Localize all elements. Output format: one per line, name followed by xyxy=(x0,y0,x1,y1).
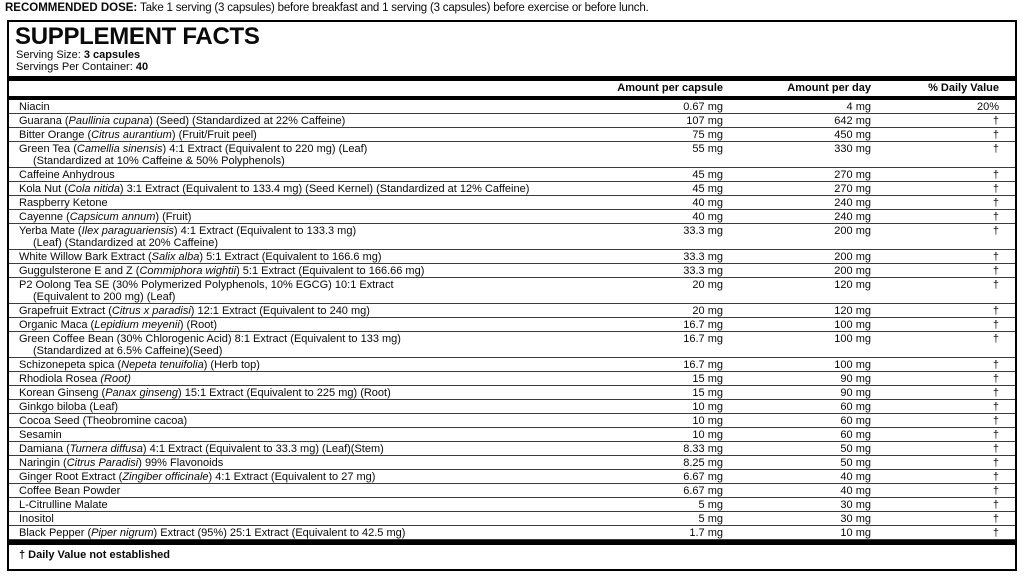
daily-value-cell: † xyxy=(992,129,999,141)
ingredient-name: Organic Maca (Lepidium meyenii) (Root) xyxy=(19,319,218,331)
amount-per-capsule-value: 40 mg xyxy=(692,197,723,209)
ingredient-name: Naringin (Citrus Paradisi) 99% Flavonoids xyxy=(19,457,224,469)
daily-value-cell: † xyxy=(992,359,999,371)
ingredient-name: White Willow Bark Extract (Salix alba) 5:1 Extract (Equivalent to 166.6 mg) xyxy=(19,251,382,263)
amount-per-day-value: 4 mg xyxy=(846,101,871,113)
ingredient-name: Ginkgo biloba (Leaf) xyxy=(19,401,119,413)
daily-value-cell: † xyxy=(992,485,999,497)
amount-per-day-value: 240 mg xyxy=(834,211,871,223)
amount-per-capsule-value: 6.67 mg xyxy=(683,471,723,483)
amount-per-capsule-value: 15 mg xyxy=(692,387,723,399)
serving-size-label: Serving Size: xyxy=(16,49,84,61)
amount-per-day-value: 120 mg xyxy=(834,305,871,317)
amount-per-day-value: 200 mg xyxy=(834,251,871,263)
table-row xyxy=(9,100,1015,114)
daily-value-cell: † xyxy=(992,471,999,483)
ingredient-name: Guggulsterone E and Z (Commiphora wightii) 5:1 Extract (Equivalent to 166.66 mg) xyxy=(19,265,425,277)
daily-value-cell: † xyxy=(992,443,999,455)
daily-value-cell: 20% xyxy=(976,101,999,113)
table-row xyxy=(9,196,1015,210)
daily-value-cell: † xyxy=(992,169,999,181)
ingredient-name: Raspberry Ketone xyxy=(19,197,108,209)
daily-value-cell: † xyxy=(992,415,999,427)
facts-rows xyxy=(9,100,1015,540)
amount-per-day-value: 30 mg xyxy=(840,499,871,511)
table-row xyxy=(9,372,1015,386)
servings-per-container-label: Servings Per Container: xyxy=(16,61,136,73)
ingredient-name: Cocoa Seed (Theobromine cacoa) xyxy=(19,415,188,427)
ingredient-name: Sesamin xyxy=(19,429,62,441)
amount-per-capsule-value: 6.67 mg xyxy=(683,485,723,497)
daily-value-cell: † xyxy=(992,429,999,441)
amount-per-capsule-value: 8.25 mg xyxy=(683,457,723,469)
daily-value-cell: † xyxy=(992,251,999,263)
daily-value-cell: † xyxy=(992,143,999,155)
amount-per-capsule-value: 107 mg xyxy=(686,115,723,127)
servings-per-container-line xyxy=(9,61,1015,73)
table-row xyxy=(9,264,1015,278)
panel-title: SUPPLEMENT FACTS xyxy=(15,23,260,50)
daily-value-cell: † xyxy=(992,527,999,539)
amount-per-day-value: 50 mg xyxy=(840,443,871,455)
table-row xyxy=(9,250,1015,264)
amount-per-capsule-value: 10 mg xyxy=(692,415,723,427)
amount-per-capsule-value: 55 mg xyxy=(692,143,723,155)
ingredient-name: Yerba Mate (Ilex paraguariensis) 4:1 Extract (Equivalent to 133.3 mg) (Leaf) (Standardized at 20% Caffeine) xyxy=(19,225,357,249)
ingredient-name: Ginger Root Extract (Zingiber officinale) 4:1 Extract (Equivalent to 27 mg) xyxy=(19,471,376,483)
ingredient-name: Guarana (Paullinia cupana) (Seed) (Standardized at 22% Caffeine) xyxy=(19,115,346,127)
daily-value-footnote: † Daily Value not established xyxy=(19,549,170,561)
table-row xyxy=(9,470,1015,484)
table-row xyxy=(9,512,1015,526)
amount-per-day-value: 100 mg xyxy=(834,359,871,371)
servings-per-container-value: 40 xyxy=(135,61,149,73)
table-row xyxy=(9,332,1015,358)
ingredient-name: Damiana (Turnera diffusa) 4:1 Extract (Equivalent to 33.3 mg) (Leaf)(Stem) xyxy=(19,443,384,455)
amount-per-day-value: 60 mg xyxy=(840,401,871,413)
amount-per-capsule-value: 10 mg xyxy=(692,429,723,441)
table-row xyxy=(9,428,1015,442)
serving-size-line xyxy=(9,49,1015,61)
amount-per-capsule-value: 75 mg xyxy=(692,129,723,141)
daily-value-cell: † xyxy=(992,279,999,291)
table-row xyxy=(9,224,1015,250)
amount-per-capsule-value: 16.7 mg xyxy=(683,333,723,345)
amount-per-day-value: 100 mg xyxy=(834,319,871,331)
daily-value-cell: † xyxy=(992,513,999,525)
ingredient-name: Korean Ginseng (Panax ginseng) 15:1 Extract (Equivalent to 225 mg) (Root) xyxy=(19,387,391,399)
daily-value-cell: † xyxy=(992,183,999,195)
table-row xyxy=(9,304,1015,318)
amount-per-capsule-value: 10 mg xyxy=(692,401,723,413)
amount-per-day-value: 10 mg xyxy=(840,527,871,539)
ingredient-name: Rhodiola Rosea (Root) xyxy=(19,373,131,385)
amount-per-capsule-value: 15 mg xyxy=(692,373,723,385)
amount-per-day-value: 40 mg xyxy=(840,471,871,483)
daily-value-cell: † xyxy=(992,499,999,511)
table-row xyxy=(9,278,1015,304)
ingredient-name: Grapefruit Extract (Citrus x paradisi) 12:1 Extract (Equivalent to 240 mg) xyxy=(19,305,370,317)
ingredient-name: Schizonepeta spica (Nepeta tenuifolia) (Herb top) xyxy=(19,359,260,371)
amount-per-capsule-value: 20 mg xyxy=(692,305,723,317)
table-row xyxy=(9,484,1015,498)
amount-per-capsule-value: 45 mg xyxy=(692,183,723,195)
table-row xyxy=(9,182,1015,196)
daily-value-cell: † xyxy=(992,373,999,385)
column-header-daily-value: % Daily Value xyxy=(928,82,999,94)
table-row xyxy=(9,318,1015,332)
amount-per-capsule-value: 45 mg xyxy=(692,169,723,181)
table-row xyxy=(9,456,1015,470)
amount-per-day-value: 200 mg xyxy=(834,225,871,237)
amount-per-capsule-value: 33.3 mg xyxy=(683,251,723,263)
table-row xyxy=(9,526,1015,540)
ingredient-name: Caffeine Anhydrous xyxy=(19,169,115,181)
table-row xyxy=(9,358,1015,372)
daily-value-cell: † xyxy=(992,211,999,223)
daily-value-cell: † xyxy=(992,225,999,237)
amount-per-capsule-value: 16.7 mg xyxy=(683,359,723,371)
daily-value-cell: † xyxy=(992,115,999,127)
ingredient-name: Black Pepper (Piper nigrum) Extract (95%) 25:1 Extract (Equivalent to 42.5 mg) xyxy=(19,527,406,539)
daily-value-cell: † xyxy=(992,319,999,331)
ingredient-name: P2 Oolong Tea SE (30% Polymerized Polyphenols, 10% EGCG) 10:1 Extract (Equivalent to 200 mg) (Leaf) xyxy=(19,279,394,303)
ingredient-name: Green Coffee Bean (30% Chlorogenic Acid) 8:1 Extract (Equivalent to 133 mg) (Standardized at 6.5% Caffeine)(Seed) xyxy=(19,333,401,357)
table-row xyxy=(9,210,1015,224)
ingredient-name: Green Tea (Camellia sinensis) 4:1 Extract (Equivalent to 220 mg) (Leaf) (Standardized at 10% Caffeine & 50% Polyphenols) xyxy=(19,143,368,167)
table-row xyxy=(9,414,1015,428)
amount-per-day-value: 270 mg xyxy=(834,183,871,195)
amount-per-day-value: 60 mg xyxy=(840,429,871,441)
table-row xyxy=(9,114,1015,128)
table-row xyxy=(9,142,1015,168)
ingredient-name: Coffee Bean Powder xyxy=(19,485,121,497)
amount-per-capsule-value: 5 mg xyxy=(698,513,723,525)
amount-per-day-value: 120 mg xyxy=(834,279,871,291)
column-header-amount-per-day: Amount per day xyxy=(787,82,871,94)
amount-per-capsule-value: 1.7 mg xyxy=(689,527,723,539)
daily-value-cell: † xyxy=(992,333,999,345)
daily-value-cell: † xyxy=(992,401,999,413)
amount-per-day-value: 200 mg xyxy=(834,265,871,277)
ingredient-name: Inositol xyxy=(19,513,54,525)
amount-per-day-value: 50 mg xyxy=(840,457,871,469)
amount-per-day-value: 240 mg xyxy=(834,197,871,209)
amount-per-day-value: 330 mg xyxy=(834,143,871,155)
amount-per-day-value: 40 mg xyxy=(840,485,871,497)
ingredient-name: L-Citrulline Malate xyxy=(19,499,108,511)
table-row xyxy=(9,442,1015,456)
daily-value-cell: † xyxy=(992,305,999,317)
column-header-amount-per-capsule: Amount per capsule xyxy=(617,82,723,94)
table-row xyxy=(9,400,1015,414)
recommended-dose-text: Take 1 serving (3 capsules) before breakfast and 1 serving (3 capsules) before exercise or before lunch. xyxy=(137,2,649,14)
daily-value-cell: † xyxy=(992,387,999,399)
daily-value-cell: † xyxy=(992,457,999,469)
amount-per-capsule-value: 33.3 mg xyxy=(683,265,723,277)
daily-value-cell: † xyxy=(992,265,999,277)
amount-per-day-value: 100 mg xyxy=(834,333,871,345)
ingredient-name: Bitter Orange (Citrus aurantium) (Fruit/Fruit peel) xyxy=(19,129,257,141)
ingredient-name: Cayenne (Capsicum annum) (Fruit) xyxy=(19,211,192,223)
amount-per-day-value: 60 mg xyxy=(840,415,871,427)
daily-value-cell: † xyxy=(992,197,999,209)
recommended-dose-line xyxy=(5,2,1019,15)
amount-per-day-value: 90 mg xyxy=(840,373,871,385)
table-row xyxy=(9,386,1015,400)
amount-per-day-value: 270 mg xyxy=(834,169,871,181)
amount-per-day-value: 642 mg xyxy=(834,115,871,127)
recommended-dose-label: RECOMMENDED DOSE: xyxy=(5,2,138,14)
amount-per-capsule-value: 8.33 mg xyxy=(683,443,723,455)
amount-per-capsule-value: 33.3 mg xyxy=(683,225,723,237)
table-row xyxy=(9,128,1015,142)
amount-per-capsule-value: 40 mg xyxy=(692,211,723,223)
amount-per-capsule-value: 5 mg xyxy=(698,499,723,511)
amount-per-capsule-value: 0.67 mg xyxy=(683,101,723,113)
amount-per-day-value: 450 mg xyxy=(834,129,871,141)
table-row xyxy=(9,168,1015,182)
column-header-row xyxy=(9,81,1015,96)
amount-per-capsule-value: 16.7 mg xyxy=(683,319,723,331)
serving-size-value: 3 capsules xyxy=(83,49,141,61)
table-row xyxy=(9,498,1015,512)
ingredient-name: Niacin xyxy=(19,101,50,113)
amount-per-day-value: 30 mg xyxy=(840,513,871,525)
supplement-facts-panel xyxy=(7,20,1017,571)
amount-per-capsule-value: 20 mg xyxy=(692,279,723,291)
amount-per-day-value: 90 mg xyxy=(840,387,871,399)
ingredient-name: Kola Nut (Cola nitida) 3:1 Extract (Equivalent to 133.4 mg) (Seed Kernel) (Standardized at 12% Caffeine) xyxy=(19,183,530,195)
